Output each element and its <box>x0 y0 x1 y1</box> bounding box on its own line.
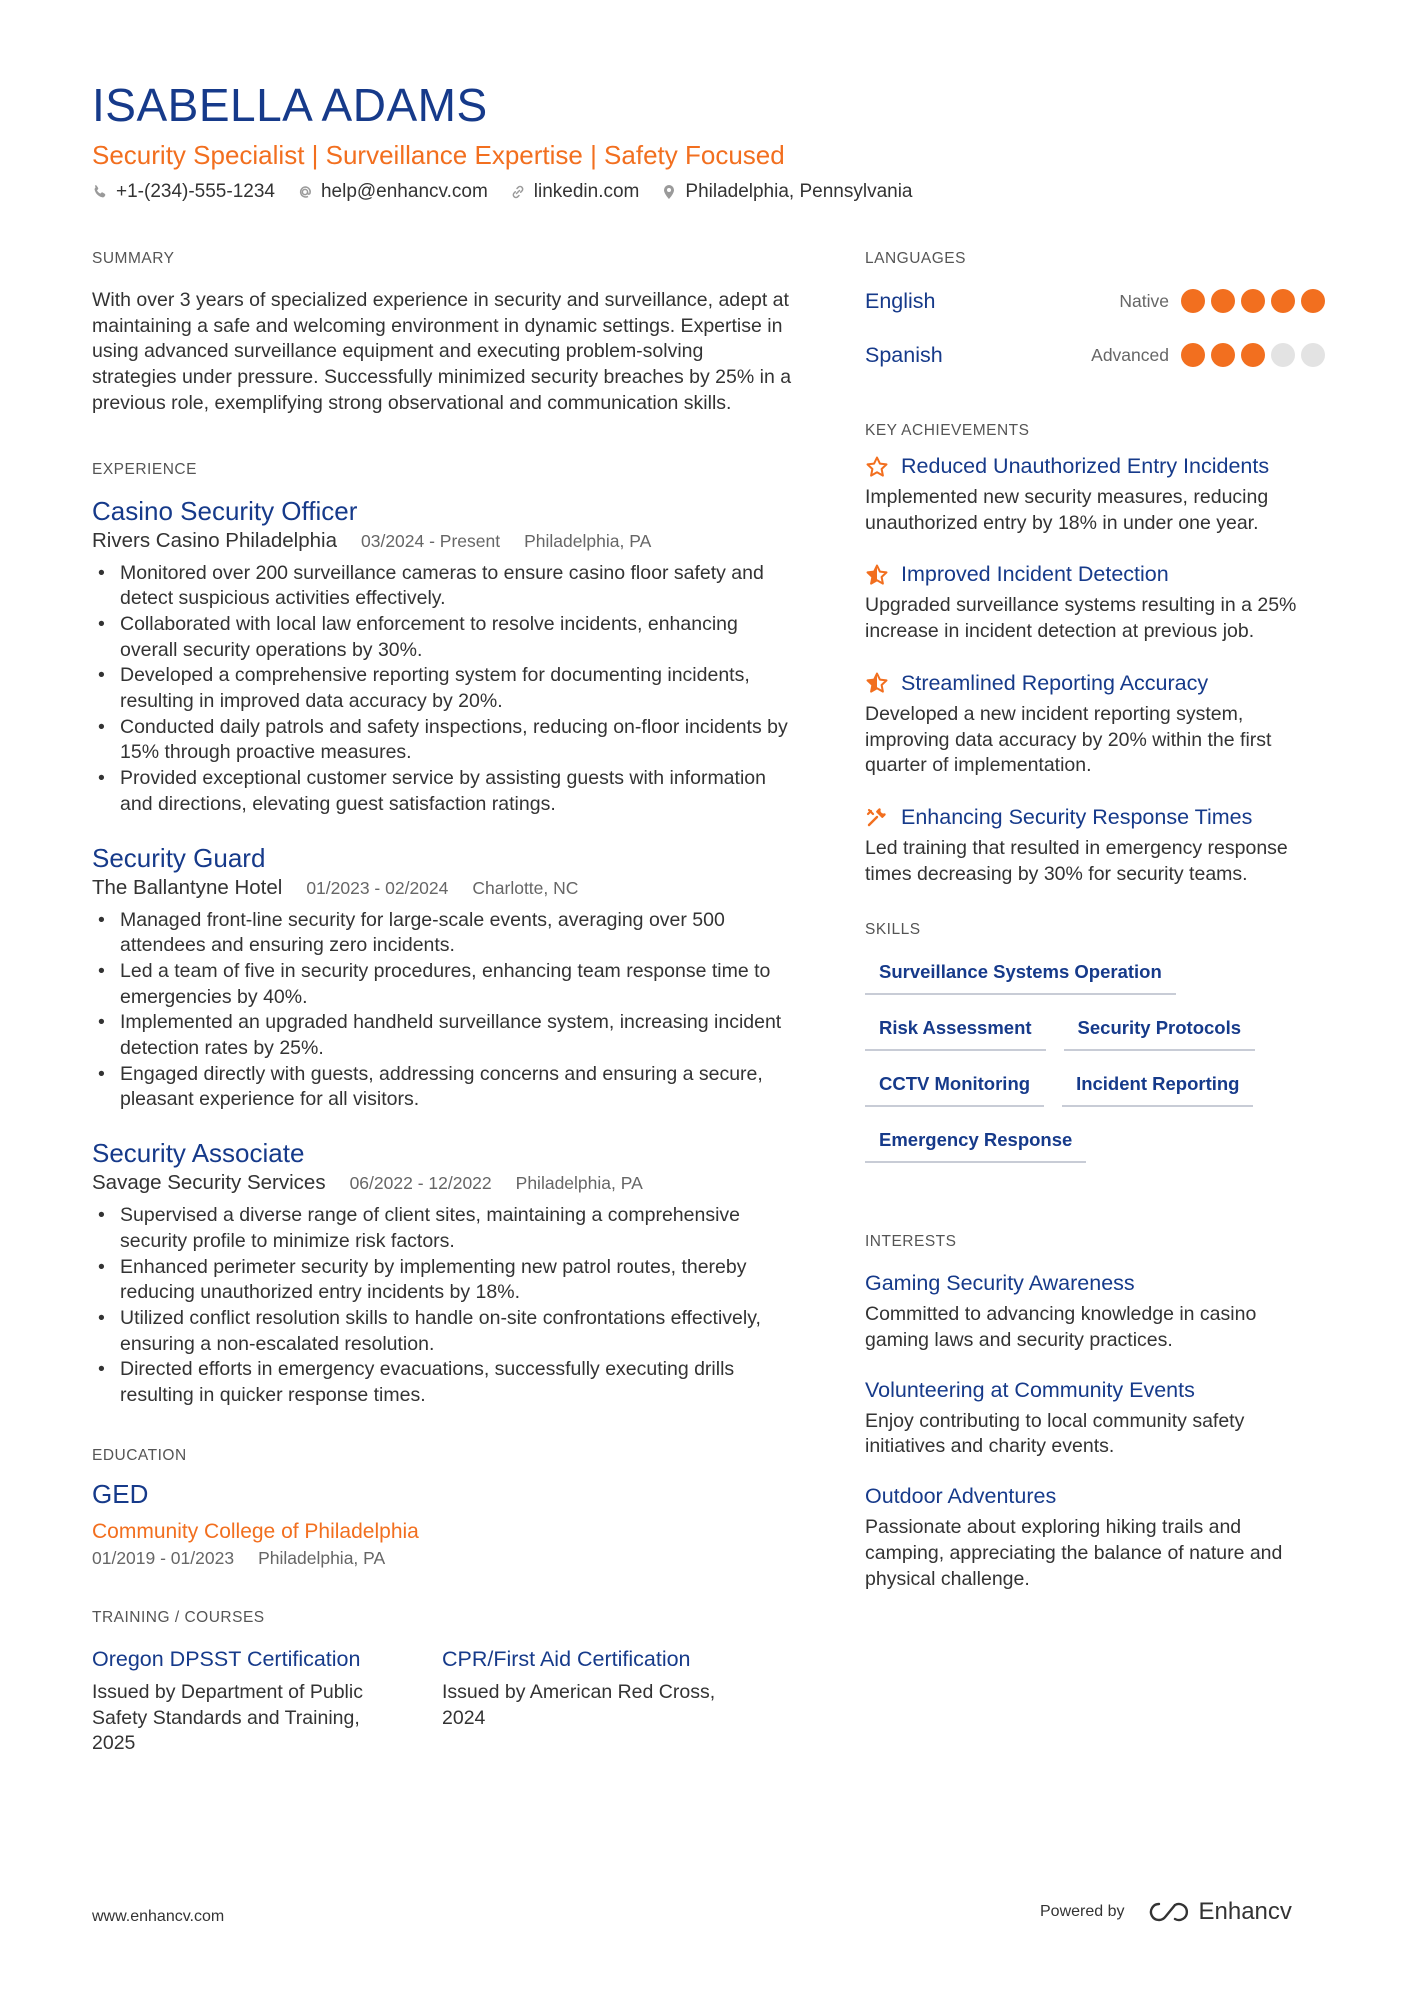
contact-linkedin[interactable] <box>510 181 640 203</box>
location-text: Philadelphia, Pennsylvania <box>685 181 913 202</box>
language-name: English <box>865 288 936 313</box>
candidate-name: ISABELLA ADAMS <box>92 79 488 131</box>
job-meta <box>92 529 792 553</box>
job-company: Savage Security Services <box>92 1171 326 1195</box>
interest-desc: Committed to advancing knowledge in casino gaming laws and security practices. <box>865 1303 1257 1352</box>
training-section <box>92 1609 792 1757</box>
rating-dot-filled <box>1241 343 1265 367</box>
edu-location: Philadelphia, PA <box>258 1547 386 1568</box>
job-entry <box>92 495 792 818</box>
footer-branding <box>1040 1898 1292 1926</box>
rating-dot-filled <box>1271 289 1295 313</box>
achievements-section <box>865 422 1325 887</box>
interest-item <box>865 1378 1325 1460</box>
bullet-item: • Conducted daily patrols and safety inspections, reducing on-floor incidents by 15% through proactive measures. <box>92 715 792 766</box>
course-desc: Issued by Department of Public Safety Standards and Training, 2025 <box>92 1680 363 1755</box>
interest-title: Outdoor Adventures <box>865 1484 1057 1509</box>
achievement-head <box>865 671 1325 696</box>
rating-dot-filled <box>1211 289 1235 313</box>
achievement-item <box>865 562 1325 644</box>
language-level: Native <box>1119 290 1169 311</box>
interest-title: Gaming Security Awareness <box>865 1271 1135 1296</box>
skill-tag: Emergency Response <box>865 1129 1086 1163</box>
bullet-item: • Implemented an upgraded handheld surveillance system, increasing incident detection rates by 25%. <box>92 1010 792 1061</box>
course-item <box>92 1647 442 1757</box>
rating-dot-filled <box>1211 343 1235 367</box>
link-icon <box>510 184 526 200</box>
job-dates: 06/2022 - 12/2022 <box>349 1173 492 1194</box>
skill-tag: Security Protocols <box>1064 1017 1255 1051</box>
job-location: Philadelphia, PA <box>524 530 652 551</box>
skill-tag: CCTV Monitoring <box>865 1073 1044 1107</box>
edu-meta <box>92 1548 792 1569</box>
skills-section <box>865 921 1325 1163</box>
job-entry <box>92 842 792 1114</box>
location-pin-icon <box>661 184 677 200</box>
languages-heading: LANGUAGES <box>865 250 966 267</box>
email-text[interactable]: help@enhancv.com <box>320 181 488 202</box>
left-column <box>92 250 792 1807</box>
interest-title: Volunteering at Community Events <box>865 1377 1195 1402</box>
bullet-item: • Engaged directly with guests, addressing concerns and ensuring a secure, pleasant experience for all visitors. <box>92 1062 792 1113</box>
achievement-desc: Developed a new incident reporting system, improving data accuracy by 20% within the first quarter of implementation. <box>865 702 1272 777</box>
rating-dots <box>1181 289 1325 313</box>
interest-item <box>865 1484 1325 1592</box>
achievement-head <box>865 805 1325 830</box>
skills-heading: SKILLS <box>865 921 921 939</box>
skill-tag: Incident Reporting <box>1062 1073 1253 1107</box>
achievement-title: Enhancing Security Response Times <box>901 804 1253 829</box>
enhancv-logo-icon <box>1147 1900 1191 1924</box>
bullet-item: • Monitored over 200 surveillance cameras to ensure casino floor safety and detect suspicious activities effectively. <box>92 561 792 612</box>
brand-name: Enhancv <box>1198 1898 1292 1925</box>
job-bullets <box>92 1203 792 1409</box>
edu-school: Community College of Philadelphia <box>92 1519 419 1543</box>
bullet-item: • Led a team of five in security procedures, enhancing team response time to emergencies by 40%. <box>92 959 792 1010</box>
experience-heading: EXPERIENCE <box>92 460 197 478</box>
wrench-icon <box>865 805 889 829</box>
edu-degree: GED <box>92 1478 149 1509</box>
summary-section <box>92 250 792 417</box>
achievement-item <box>865 454 1325 536</box>
job-title: Security Associate <box>92 1138 305 1169</box>
course-desc: Issued by American Red Cross, 2024 <box>442 1680 716 1729</box>
job-bullets <box>92 908 792 1114</box>
job-entry <box>92 1137 792 1409</box>
contact-email[interactable] <box>297 181 488 203</box>
interests-heading: INTERESTS <box>865 1233 957 1251</box>
job-company: The Ballantyne Hotel <box>92 875 283 899</box>
language-row <box>865 274 1325 328</box>
bullet-item: • Enhanced perimeter security by implementing new patrol routes, thereby reducing unauthorized entry incidents by 18%. <box>92 1255 792 1306</box>
bullet-item: • Collaborated with local law enforcement to resolve incidents, enhancing overall security operations by 30%. <box>92 612 792 663</box>
interests-section <box>865 1233 1325 1592</box>
achievement-head <box>865 562 1325 587</box>
achievement-desc: Led training that resulted in emergency response times decreasing by 30% for security teams. <box>865 836 1288 885</box>
powered-by-text: Powered by <box>1040 1903 1125 1920</box>
linkedin-text[interactable]: linkedin.com <box>533 181 640 202</box>
contact-bar <box>92 181 913 203</box>
skill-tag: Risk Assessment <box>865 1017 1046 1051</box>
achievements-heading: KEY ACHIEVEMENTS <box>865 422 1030 439</box>
tagline: Security Specialist | Surveillance Expertise | Safety Focused <box>92 140 785 170</box>
courses-list <box>92 1647 792 1757</box>
job-company: Rivers Casino Philadelphia <box>92 528 337 552</box>
course-title: Oregon DPSST Certification <box>92 1646 361 1671</box>
job-title: Casino Security Officer <box>92 495 358 526</box>
contact-location <box>661 181 912 203</box>
phone-text: +1-(234)-555-1234 <box>116 181 275 202</box>
achievement-title: Streamlined Reporting Accuracy <box>901 670 1209 695</box>
summary-heading: SUMMARY <box>92 250 175 267</box>
edu-dates: 01/2019 - 01/2023 <box>92 1547 235 1568</box>
rating-dot-filled <box>1301 289 1325 313</box>
bullet-item: • Directed efforts in emergency evacuations, successfully executing drills resulting in quicker response times. <box>92 1357 792 1408</box>
languages-section <box>865 250 1325 382</box>
language-row <box>865 328 1325 382</box>
skill-tag: Surveillance Systems Operation <box>865 961 1176 995</box>
training-heading: TRAINING / COURSES <box>92 1608 265 1626</box>
language-name: Spanish <box>865 342 943 367</box>
job-meta <box>92 1171 792 1195</box>
bullet-item: • Managed front-line security for large-scale events, averaging over 500 attendees and ensuring zero incidents. <box>92 908 792 959</box>
course-item <box>442 1647 792 1757</box>
right-column <box>865 250 1325 1642</box>
achievement-title: Improved Incident Detection <box>901 562 1169 587</box>
contact-phone <box>92 181 275 203</box>
rating-dot-filled <box>1241 289 1265 313</box>
star-outline-icon <box>865 455 889 479</box>
achievement-title: Reduced Unauthorized Entry Incidents <box>901 454 1270 478</box>
interest-desc: Passionate about exploring hiking trails and camping, appreciating the balance of nature and physical challenge. <box>865 1516 1283 1590</box>
star-half-icon <box>865 563 889 587</box>
rating-dots <box>1181 343 1325 367</box>
rating-dot-filled <box>1181 343 1205 367</box>
bullet-item: • Developed a comprehensive reporting system for documenting incidents, resulting in improved data accuracy by 20%. <box>92 663 792 714</box>
summary-text: With over 3 years of specialized experience in security and surveillance, adept at maintaining a safe and welcoming environment in dynamic settings. Expertise in using advanced surveillance equipment and executing problem-solving strategies under pressure. Successfully minimized security breaches by 25% in a previous role, exemplifying strong observational and communication skills. <box>92 289 792 414</box>
achievement-item <box>865 671 1325 779</box>
achievement-head <box>865 454 1325 479</box>
achievement-desc: Implemented new security measures, reducing unauthorized entry by 18% in under one year. <box>865 486 1269 534</box>
job-title: Security Guard <box>92 842 266 873</box>
job-dates: 03/2024 - Present <box>361 530 501 551</box>
education-heading: EDUCATION <box>92 1446 187 1464</box>
job-location: Philadelphia, PA <box>515 1173 643 1194</box>
course-title: CPR/First Aid Certification <box>442 1646 691 1671</box>
rating-dot-empty <box>1271 343 1295 367</box>
phone-icon <box>92 184 108 200</box>
bullet-item: • Provided exceptional customer service by assisting guests with information and directions, elevating guest satisfaction ratings. <box>92 766 792 817</box>
experience-section <box>92 461 792 1409</box>
job-bullets <box>92 561 792 818</box>
star-half-icon <box>865 671 889 695</box>
footer-website[interactable]: www.enhancv.com <box>92 1908 225 1925</box>
job-location: Charlotte, NC <box>472 877 579 898</box>
brand-logo[interactable] <box>1147 1898 1292 1926</box>
interest-desc: Enjoy contributing to local community safety initiatives and charity events. <box>865 1409 1245 1458</box>
job-dates: 01/2023 - 02/2024 <box>306 877 449 898</box>
interest-item <box>865 1271 1325 1353</box>
skills-list <box>865 961 1305 1163</box>
language-level: Advanced <box>1091 344 1169 365</box>
rating-dot-filled <box>1181 289 1205 313</box>
bullet-item: • Supervised a diverse range of client sites, maintaining a comprehensive security profile to minimize risk factors. <box>92 1203 792 1254</box>
achievement-item <box>865 805 1325 887</box>
bullet-item: • Utilized conflict resolution skills to handle on-site confrontations effectively, ensuring a non-escalated resolution. <box>92 1306 792 1357</box>
education-section <box>92 1447 792 1569</box>
achievement-desc: Upgraded surveillance systems resulting in a 25% increase in incident detection at previous job. <box>865 594 1297 643</box>
rating-dot-empty <box>1301 343 1325 367</box>
at-sign-icon <box>297 184 313 200</box>
job-meta <box>92 876 792 900</box>
